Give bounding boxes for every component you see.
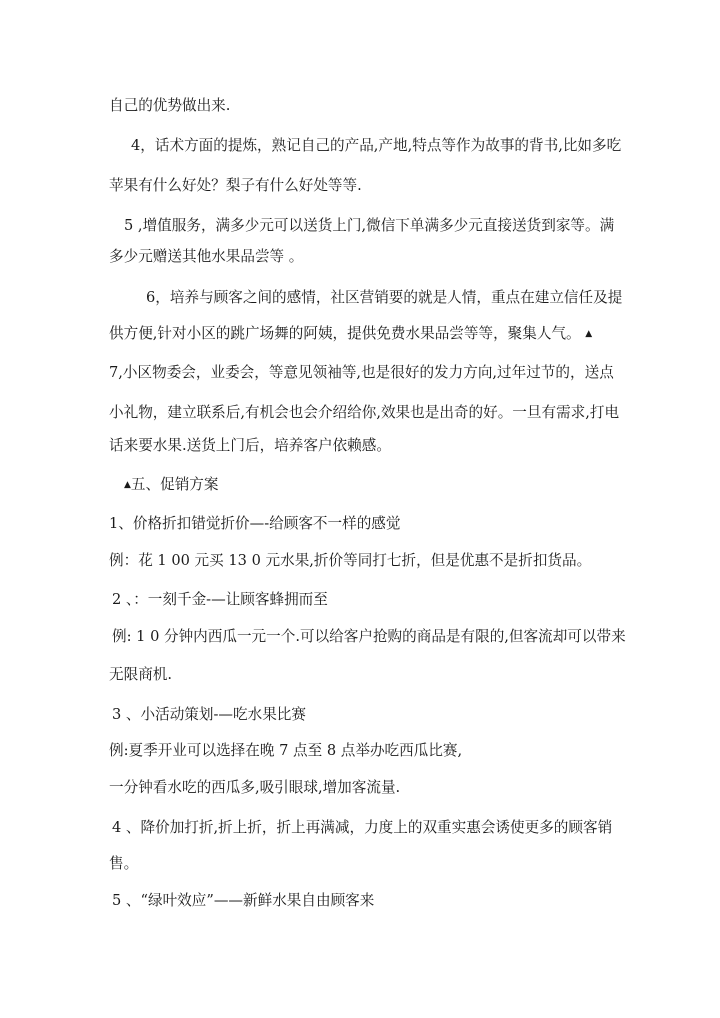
text-line: 例：花 1 00 元买 13 0 元水果,折价等同打七折，但是优惠不是折扣货品。 (109, 552, 592, 569)
section-heading (124, 475, 219, 497)
text-line: 一分钟看水吃的西瓜多,吸引眼球,增加客流量. (109, 779, 401, 796)
text-line: 小礼物，建立联系后,有机会也会介绍给你,效果也是出奇的好。一旦有需求,打电 (109, 404, 620, 421)
text-line: 例: 1 0 分钟内西瓜一元一个.可以给客户抢购的商品是有限的,但客流却可以带来 (112, 628, 626, 645)
text-line: 无限商机. (109, 666, 173, 683)
text-line: 话来要水果.送货上门后，培养客户依赖感。 (109, 437, 391, 454)
text-line: 例:夏季开业可以选择在晚 7 点至 8 点举办吃西瓜比赛, (109, 742, 463, 759)
text-line: 4，话术方面的提炼，熟记自己的产品,产地,特点等作为故事的背书,比如多吃 (131, 137, 622, 154)
text-line: 多少元赠送其他水果品尝等 。 (109, 248, 304, 265)
text-line: 2 、：一刻千金-—让顾客蜂拥而至 (112, 591, 328, 608)
section-heading-text: 五、促销方案 (130, 476, 219, 493)
text-line: 3 、小活动策划-—吃水果比赛 (112, 706, 306, 723)
text-line (109, 324, 592, 346)
text-line: 4 、降价加打折,折上折，折上再满减，力度上的双重实惠会诱使更多的顾客销 (112, 819, 613, 836)
text-line: 6，培养与顾客之间的感情，社区营销要的就是人情，重点在建立信任及提 (146, 289, 623, 306)
bullet-triangle-icon: ▲ (585, 329, 593, 339)
text-line: 5 ,增值服务，满多少元可以送货上门,微信下单满多少元直接送货到家等。满 (124, 217, 615, 234)
text-line: 7,小区物委会，业委会，等意见领袖等,也是很好的发力方向,过年过节的，送点 (109, 364, 614, 381)
text-line: 售。 (109, 855, 139, 872)
text-line: 苹果有什么好处？梨子有什么好处等等. (109, 177, 362, 194)
text-line: 自己的优势做出来. (109, 97, 231, 114)
text-line: 1、价格折扣错觉折价—-给顾客不一样的感觉 (109, 515, 401, 532)
text-line-content: 供方便,针对小区的跳广场舞的阿姨，提供免费水果品尝等等，聚集人气。 (109, 325, 581, 342)
bullet-triangle-icon: ▲ (124, 480, 131, 490)
text-line: 5 、“绿叶效应”——新鲜水果自由顾客来 (112, 892, 375, 909)
